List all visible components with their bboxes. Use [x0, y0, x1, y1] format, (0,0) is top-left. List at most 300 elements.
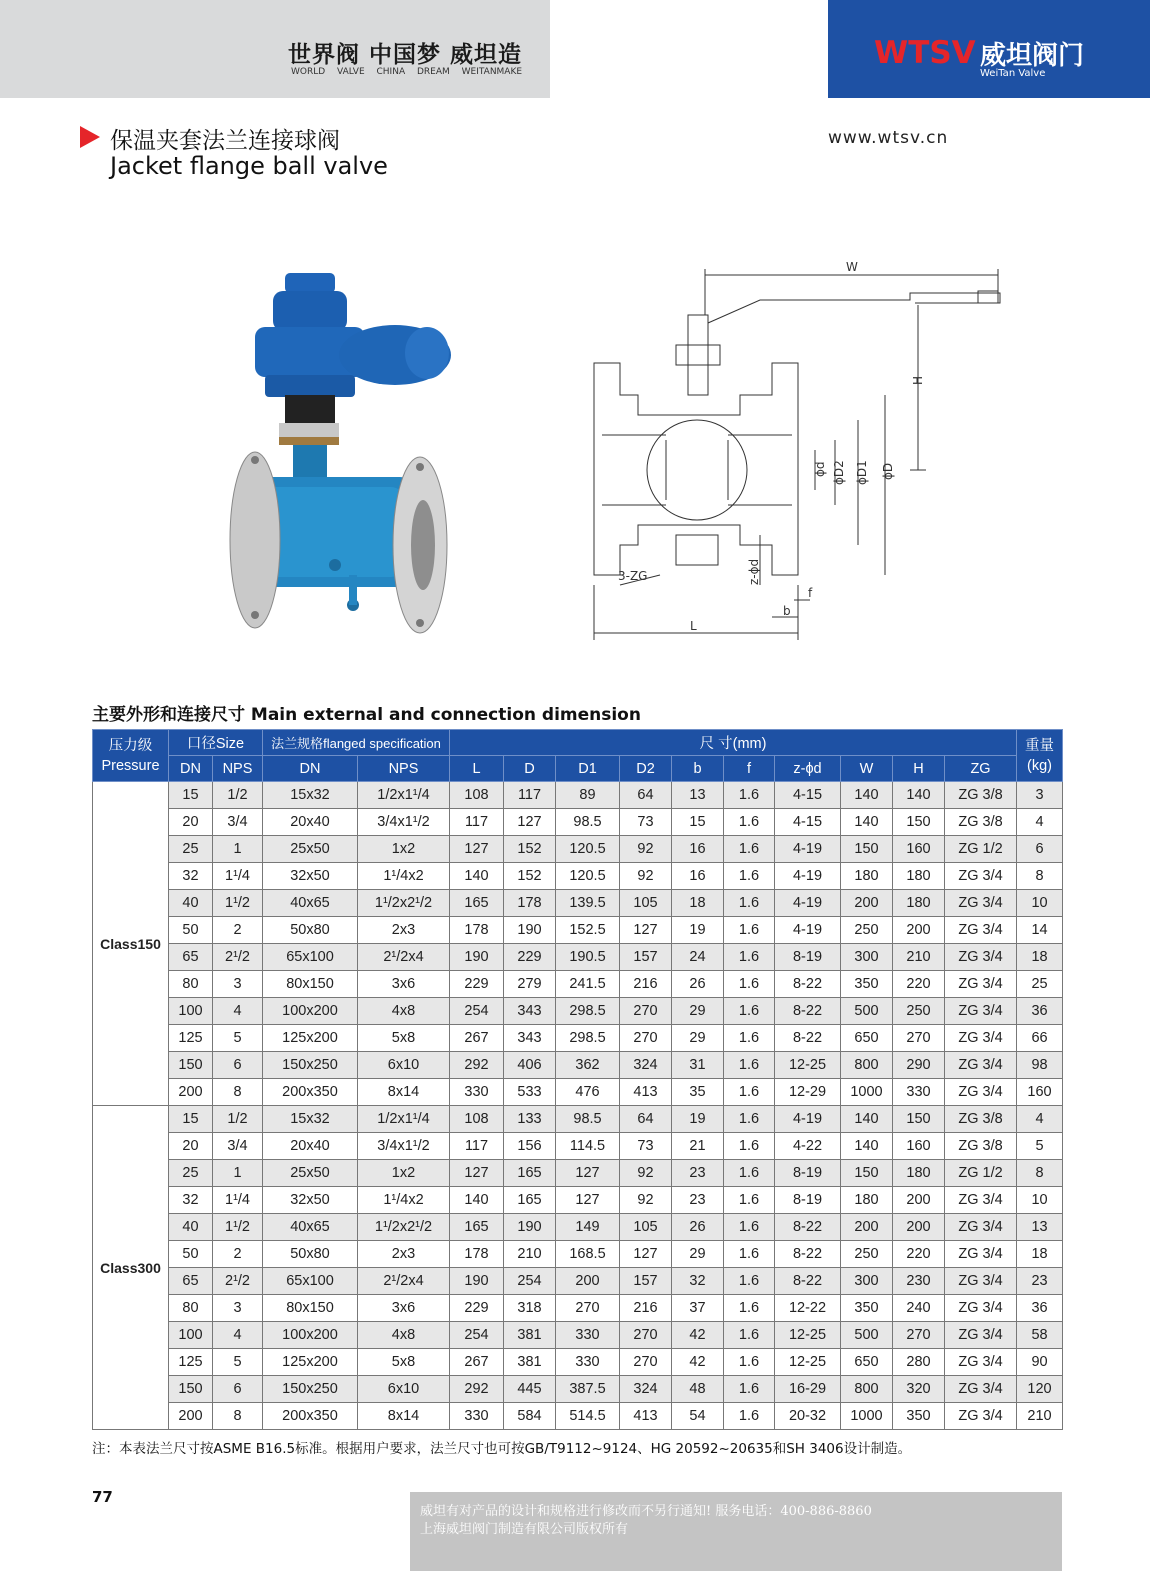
- table-cell: 20x40: [263, 1133, 358, 1160]
- table-cell: 8-22: [775, 1241, 841, 1268]
- table-cell: ZG 3/4: [945, 1079, 1017, 1106]
- dimension-drawing: [580, 255, 1010, 650]
- table-row: [93, 1214, 1063, 1241]
- table-cell: 90: [1017, 1349, 1063, 1376]
- table-cell: 240: [893, 1295, 945, 1322]
- table-cell: 445: [504, 1376, 556, 1403]
- table-cell: 4-19: [775, 836, 841, 863]
- table-cell: 413: [620, 1079, 672, 1106]
- table-cell: 200x350: [263, 1403, 358, 1430]
- table-cell: 267: [450, 1025, 504, 1052]
- table-cell: 18: [1017, 1241, 1063, 1268]
- table-cell: 3x6: [358, 971, 450, 998]
- table-cell: 200: [893, 1214, 945, 1241]
- table-cell: 200: [841, 890, 893, 917]
- table-cell: 40: [169, 890, 213, 917]
- table-cell: 6x10: [358, 1052, 450, 1079]
- table-cell: ZG 3/4: [945, 1295, 1017, 1322]
- table-cell: 29: [672, 1241, 724, 1268]
- table-cell: 73: [620, 809, 672, 836]
- table-row: [93, 971, 1063, 998]
- table-cell: 343: [504, 998, 556, 1025]
- table-cell: 50: [169, 1241, 213, 1268]
- table-cell: 1.6: [724, 1322, 775, 1349]
- table-cell: 180: [893, 1160, 945, 1187]
- table-cell: 1/2: [213, 1106, 263, 1133]
- table-cell: 200x350: [263, 1079, 358, 1106]
- table-cell: 270: [620, 1025, 672, 1052]
- table-cell: 1¹/4x2: [358, 863, 450, 890]
- footer-copyright: 上海威坦阀门制造有限公司版权所有: [420, 1522, 629, 1537]
- table-cell: 220: [893, 971, 945, 998]
- table-cell: 210: [893, 944, 945, 971]
- table-cell: 13: [672, 782, 724, 809]
- table-row: [93, 1187, 1063, 1214]
- table-cell: 40: [169, 1214, 213, 1241]
- table-cell: ZG 3/8: [945, 1106, 1017, 1133]
- table-row: [93, 944, 1063, 971]
- table-cell: ZG 3/4: [945, 890, 1017, 917]
- table-cell: 15: [672, 809, 724, 836]
- table-cell: 50x80: [263, 917, 358, 944]
- table-cell: 168.5: [556, 1241, 620, 1268]
- table-cell: ZG 3/4: [945, 863, 1017, 890]
- table-cell: 150: [893, 809, 945, 836]
- table-cell: 98.5: [556, 1106, 620, 1133]
- table-row: [93, 998, 1063, 1025]
- table-cell: 3/4x1¹/2: [358, 1133, 450, 1160]
- table-cell: 8-19: [775, 944, 841, 971]
- table-cell: 413: [620, 1403, 672, 1430]
- table-cell: 292: [450, 1052, 504, 1079]
- table-cell: 65x100: [263, 944, 358, 971]
- table-cell: 216: [620, 971, 672, 998]
- table-cell: 117: [450, 1133, 504, 1160]
- label-zg: 3-ZG: [618, 569, 648, 583]
- table-cell: 1.6: [724, 1187, 775, 1214]
- subheader-col: ZG: [945, 756, 1017, 782]
- table-cell: 37: [672, 1295, 724, 1322]
- table-cell: 105: [620, 1214, 672, 1241]
- header-size: 口径Size: [169, 730, 263, 756]
- table-row: [93, 1376, 1063, 1403]
- table-cell: 165: [450, 890, 504, 917]
- subheader-col: z-ϕd: [775, 756, 841, 782]
- table-cell: 180: [893, 890, 945, 917]
- table-cell: 12-22: [775, 1295, 841, 1322]
- table-cell: 406: [504, 1052, 556, 1079]
- table-cell: 1.6: [724, 1403, 775, 1430]
- page-number: 77: [92, 1488, 113, 1506]
- table-cell: ZG 3/4: [945, 917, 1017, 944]
- subheader-col: DN: [169, 756, 213, 782]
- table-cell: 267: [450, 1349, 504, 1376]
- table-cell: 32x50: [263, 863, 358, 890]
- table-cell: 270: [620, 1349, 672, 1376]
- table-cell: 1: [213, 1160, 263, 1187]
- table-cell: 65: [169, 944, 213, 971]
- table-cell: 5: [1017, 1133, 1063, 1160]
- table-cell: 200: [893, 1187, 945, 1214]
- table-cell: 12-25: [775, 1052, 841, 1079]
- table-cell: 160: [893, 836, 945, 863]
- table-row: [93, 836, 1063, 863]
- table-cell: 40x65: [263, 890, 358, 917]
- table-cell: 54: [672, 1403, 724, 1430]
- table-cell: 157: [620, 944, 672, 971]
- table-cell: 140: [450, 863, 504, 890]
- table-cell: 1¹/2: [213, 890, 263, 917]
- table-cell: 150: [841, 836, 893, 863]
- table-cell: 1/2x1¹/4: [358, 1106, 450, 1133]
- table-cell: 150: [841, 1160, 893, 1187]
- table-cell: 5x8: [358, 1349, 450, 1376]
- table-cell: 100: [169, 1322, 213, 1349]
- table-cell: 250: [841, 1241, 893, 1268]
- table-cell: 6: [213, 1376, 263, 1403]
- label-w: W: [846, 260, 858, 274]
- table-cell: 12-25: [775, 1349, 841, 1376]
- table-cell: 1x2: [358, 1160, 450, 1187]
- table-cell: 20: [169, 1133, 213, 1160]
- table-cell: 5: [213, 1349, 263, 1376]
- table-cell: 1.6: [724, 917, 775, 944]
- table-row: [93, 1241, 1063, 1268]
- table-cell: 514.5: [556, 1403, 620, 1430]
- table-cell: 160: [1017, 1079, 1063, 1106]
- table-cell: 80x150: [263, 971, 358, 998]
- table-cell: 125x200: [263, 1349, 358, 1376]
- table-row: [93, 1403, 1063, 1430]
- valve-photo: [195, 255, 475, 645]
- table-cell: 324: [620, 1376, 672, 1403]
- table-cell: 2: [213, 1241, 263, 1268]
- subheader-col: D1: [556, 756, 620, 782]
- table-cell: 178: [450, 1241, 504, 1268]
- label-phi-d1: ϕD1: [855, 460, 869, 485]
- table-cell: 1000: [841, 1079, 893, 1106]
- table-row: [93, 863, 1063, 890]
- table-cell: 4x8: [358, 1322, 450, 1349]
- table-cell: 1.6: [724, 1052, 775, 1079]
- table-cell: 8-22: [775, 971, 841, 998]
- table-cell: 8-22: [775, 998, 841, 1025]
- header-weight: 重量 (kg): [1017, 730, 1063, 782]
- table-cell: 29: [672, 998, 724, 1025]
- table-cell: 1¹/2x2¹/2: [358, 1214, 450, 1241]
- table-cell: 100: [169, 998, 213, 1025]
- table-cell: 318: [504, 1295, 556, 1322]
- table-cell: 4-15: [775, 809, 841, 836]
- table-cell: 25: [169, 836, 213, 863]
- table-cell: 500: [841, 1322, 893, 1349]
- table-cell: 19: [672, 1106, 724, 1133]
- table-cell: 157: [620, 1268, 672, 1295]
- subheader-col: f: [724, 756, 775, 782]
- table-cell: 1.6: [724, 1295, 775, 1322]
- table-cell: 279: [504, 971, 556, 998]
- table-cell: 387.5: [556, 1376, 620, 1403]
- table-cell: 4-22: [775, 1133, 841, 1160]
- table-cell: 152.5: [556, 917, 620, 944]
- table-cell: 3: [213, 971, 263, 998]
- table-cell: 229: [504, 944, 556, 971]
- subheader-col: DN: [263, 756, 358, 782]
- table-cell: 127: [556, 1187, 620, 1214]
- table-cell: 13: [1017, 1214, 1063, 1241]
- table-cell: 165: [504, 1187, 556, 1214]
- table-cell: 8: [1017, 1160, 1063, 1187]
- table-cell: 200: [841, 1214, 893, 1241]
- table-cell: 1.6: [724, 1160, 775, 1187]
- table-cell: 120.5: [556, 836, 620, 863]
- table-cell: 100x200: [263, 998, 358, 1025]
- table-row: [93, 1160, 1063, 1187]
- table-cell: 152: [504, 863, 556, 890]
- table-cell: 127: [450, 836, 504, 863]
- table-cell: 533: [504, 1079, 556, 1106]
- table-cell: 50x80: [263, 1241, 358, 1268]
- table-cell: 125x200: [263, 1025, 358, 1052]
- label-h: H: [911, 375, 925, 385]
- table-cell: 190: [504, 917, 556, 944]
- table-cell: 4x8: [358, 998, 450, 1025]
- table-cell: 298.5: [556, 998, 620, 1025]
- product-title-english: Jacket flange ball valve: [110, 152, 388, 180]
- table-cell: 290: [893, 1052, 945, 1079]
- header-flange-spec: 法兰规格flanged specification: [263, 730, 450, 756]
- table-cell: 324: [620, 1052, 672, 1079]
- table-cell: 120: [1017, 1376, 1063, 1403]
- brand-logo: WTSV: [874, 35, 976, 71]
- table-cell: 140: [450, 1187, 504, 1214]
- table-cell: 92: [620, 1187, 672, 1214]
- table-cell: 254: [504, 1268, 556, 1295]
- table-cell: 250: [893, 998, 945, 1025]
- table-cell: 127: [504, 809, 556, 836]
- table-cell: 23: [672, 1187, 724, 1214]
- table-cell: 12-29: [775, 1079, 841, 1106]
- table-cell: 381: [504, 1322, 556, 1349]
- website-link[interactable]: www.wtsv.cn: [828, 128, 949, 148]
- table-cell: 229: [450, 971, 504, 998]
- table-cell: 2¹/2: [213, 944, 263, 971]
- table-cell: 216: [620, 1295, 672, 1322]
- table-cell: ZG 3/4: [945, 1025, 1017, 1052]
- table-cell: 18: [672, 890, 724, 917]
- slogan-chinese: 世界阀 中国梦 威坦造: [288, 42, 523, 68]
- table-cell: 80x150: [263, 1295, 358, 1322]
- table-cell: 80: [169, 971, 213, 998]
- subheader-col: D: [504, 756, 556, 782]
- table-cell: 300: [841, 1268, 893, 1295]
- table-cell: 15: [169, 1106, 213, 1133]
- table-cell: 5: [213, 1025, 263, 1052]
- table-row: [93, 782, 1063, 809]
- table-cell: 190.5: [556, 944, 620, 971]
- table-cell: ZG 3/4: [945, 1376, 1017, 1403]
- table-cell: 2¹/2x4: [358, 1268, 450, 1295]
- table-cell: 4-19: [775, 917, 841, 944]
- table-cell: 1.6: [724, 998, 775, 1025]
- table-cell: 92: [620, 836, 672, 863]
- table-cell: ZG 3/4: [945, 1349, 1017, 1376]
- table-cell: 500: [841, 998, 893, 1025]
- table-cell: 108: [450, 1106, 504, 1133]
- table-cell: 4-19: [775, 890, 841, 917]
- table-cell: 650: [841, 1025, 893, 1052]
- table-cell: 89: [556, 782, 620, 809]
- subheader-col: NPS: [358, 756, 450, 782]
- table-cell: 15x32: [263, 1106, 358, 1133]
- table-cell: 220: [893, 1241, 945, 1268]
- table-cell: 8: [213, 1403, 263, 1430]
- table-cell: 280: [893, 1349, 945, 1376]
- table-cell: 42: [672, 1349, 724, 1376]
- subheader-col: W: [841, 756, 893, 782]
- label-z-phi-d: z-ϕd: [747, 558, 761, 585]
- table-cell: 140: [841, 782, 893, 809]
- table-cell: 6x10: [358, 1376, 450, 1403]
- table-cell: 1.6: [724, 1241, 775, 1268]
- table-cell: 165: [504, 1160, 556, 1187]
- table-cell: 73: [620, 1133, 672, 1160]
- table-cell: 12-25: [775, 1322, 841, 1349]
- table-cell: 2: [213, 917, 263, 944]
- table-cell: 4-15: [775, 782, 841, 809]
- table-cell: 1.6: [724, 1133, 775, 1160]
- table-cell: 1.6: [724, 1025, 775, 1052]
- table-cell: 10: [1017, 1187, 1063, 1214]
- table-row: [93, 890, 1063, 917]
- table-cell: 180: [841, 1187, 893, 1214]
- label-phi-big-d: ϕD: [881, 462, 895, 480]
- table-cell: 160: [893, 1133, 945, 1160]
- table-cell: 180: [841, 863, 893, 890]
- table-cell: 23: [1017, 1268, 1063, 1295]
- table-cell: 140: [841, 1106, 893, 1133]
- table-cell: 200: [556, 1268, 620, 1295]
- table-cell: 1.6: [724, 836, 775, 863]
- table-cell: ZG 3/8: [945, 809, 1017, 836]
- table-cell: 210: [504, 1241, 556, 1268]
- table-cell: 2¹/2x4: [358, 944, 450, 971]
- table-cell: 92: [620, 1160, 672, 1187]
- footer-notice: 威坦有对产品的设计和规格进行修改而不另行通知! 服务电话：400-886-8860: [420, 1504, 872, 1519]
- table-cell: 65x100: [263, 1268, 358, 1295]
- table-cell: 254: [450, 1322, 504, 1349]
- table-cell: 362: [556, 1052, 620, 1079]
- table-cell: 2x3: [358, 917, 450, 944]
- table-cell: 1.6: [724, 1268, 775, 1295]
- table-row: [93, 809, 1063, 836]
- footnote: 注：本表法兰尺寸按ASME B16.5标准。根据用户要求，法兰尺寸也可按GB/T9112~9124、HG 20592~20635和SH 3406设计制造。: [92, 1441, 912, 1457]
- table-cell: 117: [504, 782, 556, 809]
- slogan-english: WORLD VALVE CHINA DREAM WEITANMAKE: [291, 67, 523, 77]
- table-cell: 1/2x1¹/4: [358, 782, 450, 809]
- table-cell: 1.6: [724, 971, 775, 998]
- table-cell: 8: [213, 1079, 263, 1106]
- table-cell: 3/4: [213, 1133, 263, 1160]
- table-cell: 330: [450, 1079, 504, 1106]
- table-cell: 149: [556, 1214, 620, 1241]
- table-cell: ZG 1/2: [945, 836, 1017, 863]
- product-title-chinese: 保温夹套法兰连接球阀: [110, 128, 340, 154]
- table-cell: 100x200: [263, 1322, 358, 1349]
- table-cell: 150: [893, 1106, 945, 1133]
- table-cell: 150x250: [263, 1052, 358, 1079]
- table-cell: 298.5: [556, 1025, 620, 1052]
- pressure-class-cell: Class300: [93, 1106, 169, 1430]
- table-cell: 15x32: [263, 782, 358, 809]
- table-cell: 343: [504, 1025, 556, 1052]
- table-cell: 108: [450, 782, 504, 809]
- table-cell: 20: [169, 809, 213, 836]
- table-cell: 3: [1017, 782, 1063, 809]
- header-dimensions: 尺 寸(mm): [450, 730, 1017, 756]
- table-cell: 8-19: [775, 1160, 841, 1187]
- table-cell: 98: [1017, 1052, 1063, 1079]
- table-cell: 114.5: [556, 1133, 620, 1160]
- table-cell: 1x2: [358, 836, 450, 863]
- table-cell: 48: [672, 1376, 724, 1403]
- table-cell: 650: [841, 1349, 893, 1376]
- table-cell: 117: [450, 809, 504, 836]
- table-cell: 140: [841, 809, 893, 836]
- table-cell: 8-22: [775, 1268, 841, 1295]
- label-l: L: [690, 619, 697, 633]
- table-cell: 229: [450, 1295, 504, 1322]
- table-cell: 1.6: [724, 809, 775, 836]
- table-cell: 4-19: [775, 863, 841, 890]
- table-row: [93, 1106, 1063, 1133]
- table-cell: 1.6: [724, 1376, 775, 1403]
- table-cell: 4: [1017, 809, 1063, 836]
- table-cell: 8: [1017, 863, 1063, 890]
- table-cell: 1.6: [724, 1079, 775, 1106]
- table-cell: 230: [893, 1268, 945, 1295]
- table-cell: 1000: [841, 1403, 893, 1430]
- table-cell: 8x14: [358, 1079, 450, 1106]
- table-cell: 14: [1017, 917, 1063, 944]
- table-cell: 330: [556, 1349, 620, 1376]
- table-cell: 139.5: [556, 890, 620, 917]
- table-cell: 31: [672, 1052, 724, 1079]
- table-cell: 381: [504, 1349, 556, 1376]
- footer-band: [410, 1492, 1062, 1571]
- table-cell: 36: [1017, 998, 1063, 1025]
- table-cell: ZG 3/4: [945, 1187, 1017, 1214]
- table-cell: 25x50: [263, 836, 358, 863]
- table-cell: 127: [556, 1160, 620, 1187]
- table-cell: 32x50: [263, 1187, 358, 1214]
- table-cell: 1.6: [724, 1349, 775, 1376]
- table-cell: 330: [556, 1322, 620, 1349]
- table-cell: 120.5: [556, 863, 620, 890]
- table-cell: 190: [450, 944, 504, 971]
- label-b: b: [783, 604, 791, 618]
- table-cell: 25: [1017, 971, 1063, 998]
- table-cell: 26: [672, 971, 724, 998]
- table-cell: 1.6: [724, 944, 775, 971]
- table-cell: 6: [1017, 836, 1063, 863]
- table-cell: 21: [672, 1133, 724, 1160]
- table-cell: 2¹/2: [213, 1268, 263, 1295]
- table-cell: 127: [620, 1241, 672, 1268]
- table-cell: 270: [893, 1322, 945, 1349]
- table-cell: 92: [620, 863, 672, 890]
- table-row: [93, 917, 1063, 944]
